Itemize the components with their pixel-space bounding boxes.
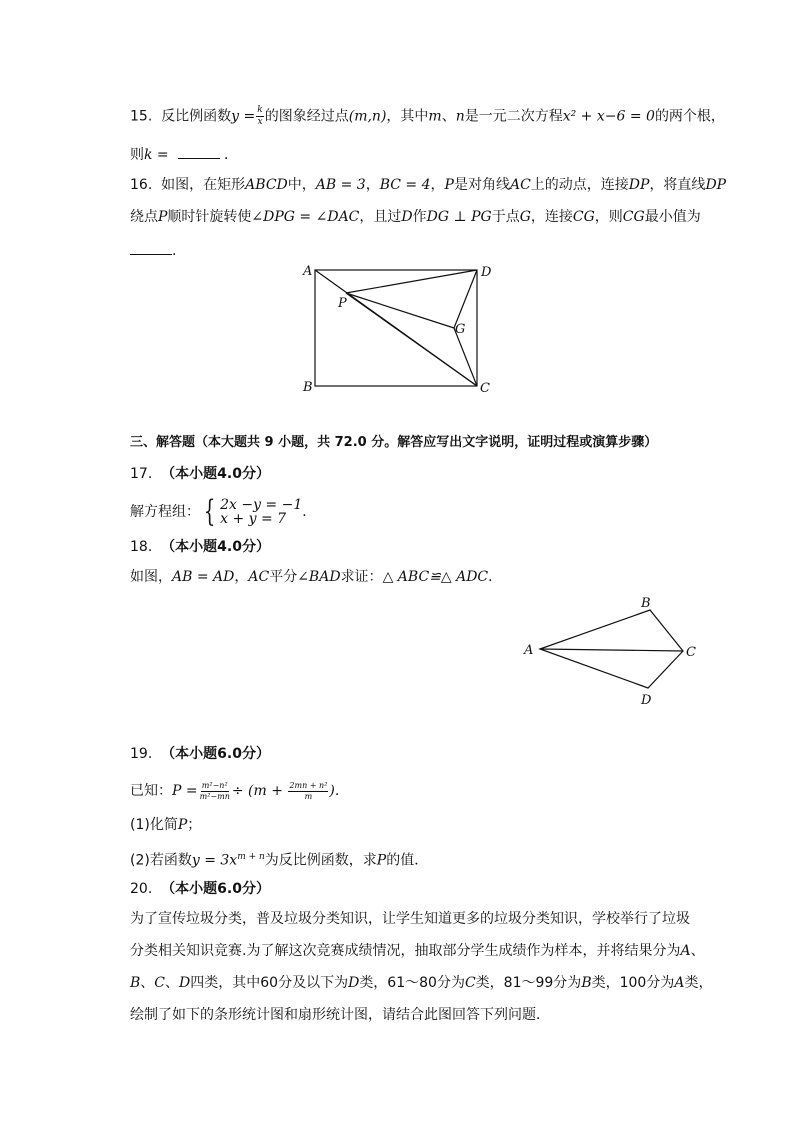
label-c: C [686,645,696,660]
q18-body: 如图，AB = AD，AC平分∠BAD求证：△ ABC≌△ ADC． [130,569,503,585]
q19-body: 已知：P = $\frac{\text{m²−n²}}{\text{m²−mn}}$ ÷ (m + $\frac{\text{2mn + n²}}{m}$ ). [130,780,340,801]
q20-line-2: 分类相关知识竞赛.为了解这次竞赛成绩情况，抽取部分学生成绩作为样本，并将结果分为A、 [130,943,705,959]
segment-pd [346,270,477,293]
label-g: G [455,322,466,337]
q15-answer-blank[interactable] [178,144,220,159]
q18-kite-figure [515,590,705,710]
label-d: D [641,693,652,708]
q15-line-1: 15. 反比例函数y = $\frac{k}{x}$ 的图象经过点(m,n)，其中m、n是一元二次方程x² + x−6 = 0的两个根， [130,105,725,127]
q20-line-3: B、C、D四类，其中60分及以下为D类，61～80分为C类，81～99分为B类，100分为A类， [130,975,713,991]
label-c: C [480,381,490,396]
q20-header: 20. （本小题6.0分） [130,881,270,897]
q20-line-1: 为了宣传垃圾分类，普及垃圾分类知识，让学生知道更多的垃圾分类知识，学校举行了垃圾 [130,911,690,927]
q19-fraction-1: $\frac{\text{m²−n²}}{\text{m²−mn}}$ [199,780,230,801]
q15-fraction-k-over-x: $\frac{k}{x}$ [257,105,263,127]
label-a: A [303,264,313,279]
q17-header: 17. （本小题4.0分） [130,466,270,482]
segment-pg [346,293,454,328]
segment-dg [454,270,477,328]
q19-part-1: (1)化简P； [130,817,202,833]
q16-line-1: 16. 如图，在矩形ABCD中，AB = 3，BC = 4，P是对角线AC上的动点，连接DP，将直线DP [130,177,727,193]
segment-pc [346,293,477,386]
label-b: B [641,596,651,611]
label-a: A [524,643,534,658]
label-d: D [481,265,492,280]
section-3-heading: 三、解答题（本大题共 9 小题，共 72.0 分。解答应写出文字说明，证明过程或演算步骤） [130,435,658,450]
q19-header: 19. （本小题6.0分） [130,746,270,762]
q18-header: 18. （本小题4.0分） [130,539,270,555]
q17-body: 解方程组： { 2x −y = −1 x + y = 7 ． [130,494,317,529]
q19-part-2: (2)若函数$y = 3x^{m + n}$为反比例函数，求P的值． [130,852,429,869]
label-p: P [338,296,347,311]
label-b: B [303,380,313,395]
q16-number: 16. [130,177,153,193]
q19-fraction-2: $\frac{\text{2mn + n²}}{m}$ [289,780,328,801]
segment-ac [540,649,683,651]
q16-line-3: . [130,240,176,261]
q16-line-2: 绕点P顺时针旋转使∠DPG = ∠DAC，且过D作DG ⊥ PG于点G，连接CG，则CG最小值为 [130,209,701,225]
q16-answer-blank[interactable] [130,240,172,255]
q16-rectangle-figure [290,260,500,400]
q15-number: 15. [130,108,153,125]
q20-line-4: 绘制了如下的条形统计图和扇形统计图，请结合此图回答下列问题． [130,1007,550,1023]
q15-line-2: 则k = ． [130,144,238,165]
q17-equation-system: { 2x −y = −1 x + y = 7 [203,494,303,529]
